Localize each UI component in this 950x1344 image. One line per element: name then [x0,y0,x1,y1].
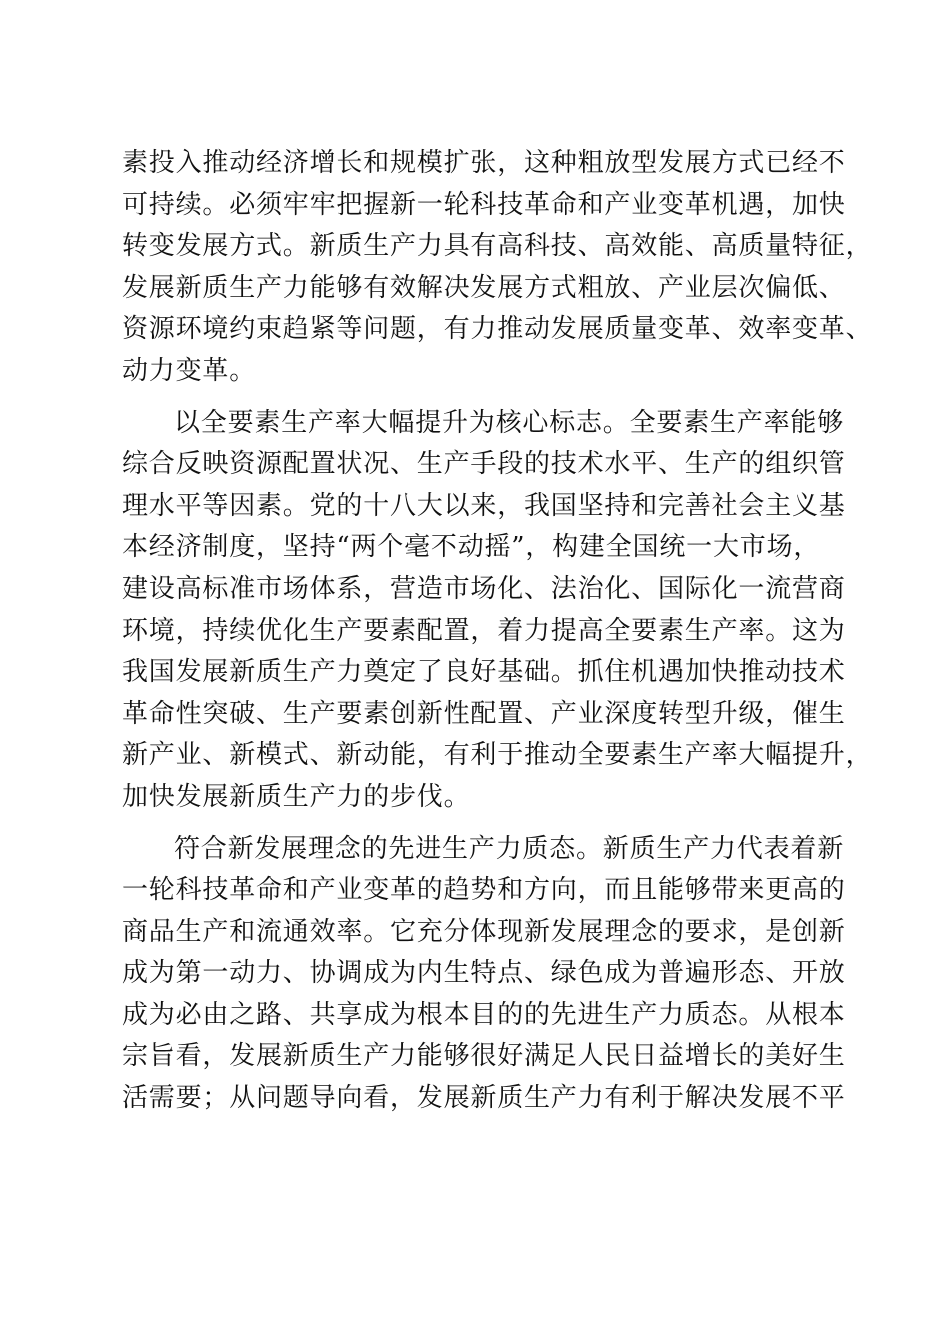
text-line: 新产业、新模式、新动能，有利于推动全要素生产率大幅提升， [122,740,873,771]
text-line: 转变发展方式。新质生产力具有高科技、高效能、高质量特征， [122,231,873,262]
text-line: 加快发展新质生产力的步伐。 [122,781,471,812]
text-line: 建设高标准市场体系，营造市场化、法治化、国际化一流营商 [122,573,846,604]
paragraph-3 [122,829,846,1120]
text-line: 综合反映资源配置状况、生产手段的技术水平、生产的组织管 [122,449,846,480]
text-line: 我国发展新质生产力奠定了良好基础。抓住机遇加快推动技术 [122,657,846,688]
text-line: 以全要素生产率大幅提升为核心标志。全要素生产率能够 [174,407,845,438]
text-line: 资源环境约束趋紧等问题，有力推动发展质量变革、效率变革、 [122,314,873,345]
text-line: 发展新质生产力能够有效解决发展方式粗放、产业层次偏低、 [122,272,846,303]
text-line: 动力变革。 [122,355,257,386]
paragraph-spacer [122,819,842,829]
text-line: 本经济制度，坚持“两个毫不动摇”，构建全国统一大市场， [122,532,821,563]
text-line: 成为必由之路、共享成为根本目的的先进生产力质态。从根本 [122,999,846,1030]
text-line: 可持续。必须牢牢把握新一轮科技革命和产业变革机遇，加快 [122,189,846,220]
text-line: 一轮科技革命和产业变革的趋势和方向，而且能够带来更高的 [122,875,846,906]
paragraph-1 [122,143,873,393]
text-line: 素投入推动经济增长和规模扩张，这种粗放型发展方式已经不 [122,148,846,178]
paragraph-2 [122,403,873,819]
text-line: 理水平等因素。党的十八大以来，我国坚持和完善社会主义基 [122,490,846,521]
text-line: 符合新发展理念的先进生产力质态。新质生产力代表着新 [174,833,845,864]
document-body [122,143,873,1120]
text-line: 革命性突破、生产要素创新性配置、产业深度转型升级，催生 [122,698,846,729]
text-line: 活需要；从问题导向看，发展新质生产力有利于解决发展不平 [122,1083,846,1114]
text-line: 商品生产和流通效率。它充分体现新发展理念的要求，是创新 [122,916,846,947]
text-line: 成为第一动力、协调成为内生特点、绿色成为普遍形态、开放 [122,958,846,989]
text-line: 宗旨看，发展新质生产力能够很好满足人民日益增长的美好生 [122,1041,846,1072]
paragraph-spacer [122,393,842,403]
text-line: 环境，持续优化生产要素配置，着力提高全要素生产率。这为 [122,615,846,646]
